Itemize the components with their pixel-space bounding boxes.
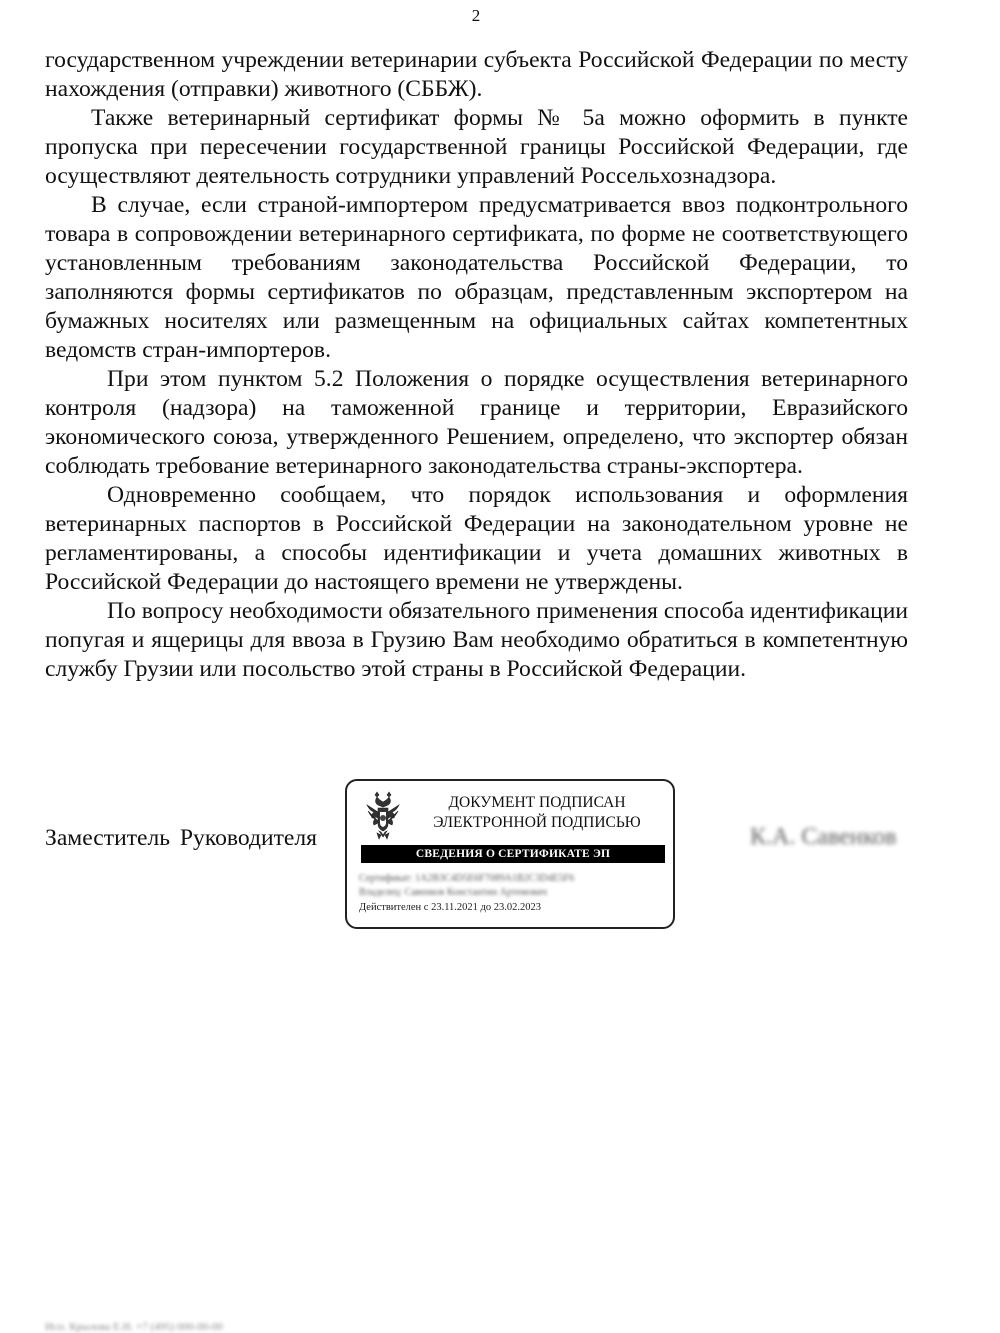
stamp-heading-line-2: ЭЛЕКТРОННОЙ ПОДПИСЬЮ — [433, 814, 641, 831]
paragraph-5: Одновременно сообщаем, что порядок использования и оформления ветеринарных паспортов в Российской Федерации на законодательном уровне не регламентированы, а способы идентификации и учета домашних животных в Российской Федерации до настоящего времени не утверждены. — [45, 482, 908, 595]
paragraph-1: государственном учреждении ветеринарии субъекта Российской Федерации по месту нахождения (отправки) животного (СББЖ). — [45, 47, 908, 102]
executor-note: Исп. Крылова Е.Н. +7 (495) 000-00-00 — [45, 1321, 223, 1333]
electronic-signature-stamp — [345, 779, 675, 929]
paragraph-2: Также ветеринарный сертификат формы № 5а можно оформить в пункте пропуска при пересечении государственной границы Российской Федерации, где осуществляют деятельность сотрудники управлений Россельхознадзора. — [45, 105, 908, 189]
stamp-heading — [407, 793, 667, 833]
signatory-position: Заместитель Руководителя — [45, 825, 318, 851]
signatory-name: К.А. Савенков — [750, 824, 897, 850]
letter-body — [45, 46, 908, 684]
paragraph-4: При этом пунктом 5.2 Положения о порядке осуществления ветеринарного контроля (надзора) на таможенной границе и территории, Евразийского экономического союза, утвержденного Решением, определено, что экспортер обязан соблюдать требование ветеринарного законодательства страны-экспортера. — [45, 366, 908, 479]
russian-coat-of-arms-icon — [365, 791, 401, 841]
page-number: 2 — [471, 6, 481, 25]
stamp-heading-line-1: ДОКУМЕНТ ПОДПИСАН — [448, 794, 626, 811]
stamp-certificate-bar: СВЕДЕНИЯ О СЕРТИФИКАТЕ ЭП — [361, 845, 665, 863]
stamp-validity: Действителен с 23.11.2021 до 23.02.2023 — [359, 902, 542, 913]
stamp-certificate-owner: Владелец: Савенков Константин Артемович — [359, 887, 547, 898]
paragraph-6: По вопросу необходимости обязательного применения способа идентификации попугая и ящерицы для ввоза в Грузию Вам необходимо обратиться в компетентную службу Грузии или посольство этой страны в Российской Федерации. — [45, 598, 908, 682]
paragraph-3: В случае, если страной-импортером предусматривается ввоз подконтрольного товара в сопровождении ветеринарного сертификата, по форме не соответствующего установленным требованиям законодательства Российской Федерации, то заполняются формы сертификатов по образцам, представленным экспортером на бумажных носителях или размещенным на официальных сайтах компетентных ведомств стран-импортеров. — [45, 192, 908, 363]
stamp-certificate-number: Сертификат: 1А2В3С4D5E6F7089A1B2C3D4E5F6 — [359, 873, 575, 884]
